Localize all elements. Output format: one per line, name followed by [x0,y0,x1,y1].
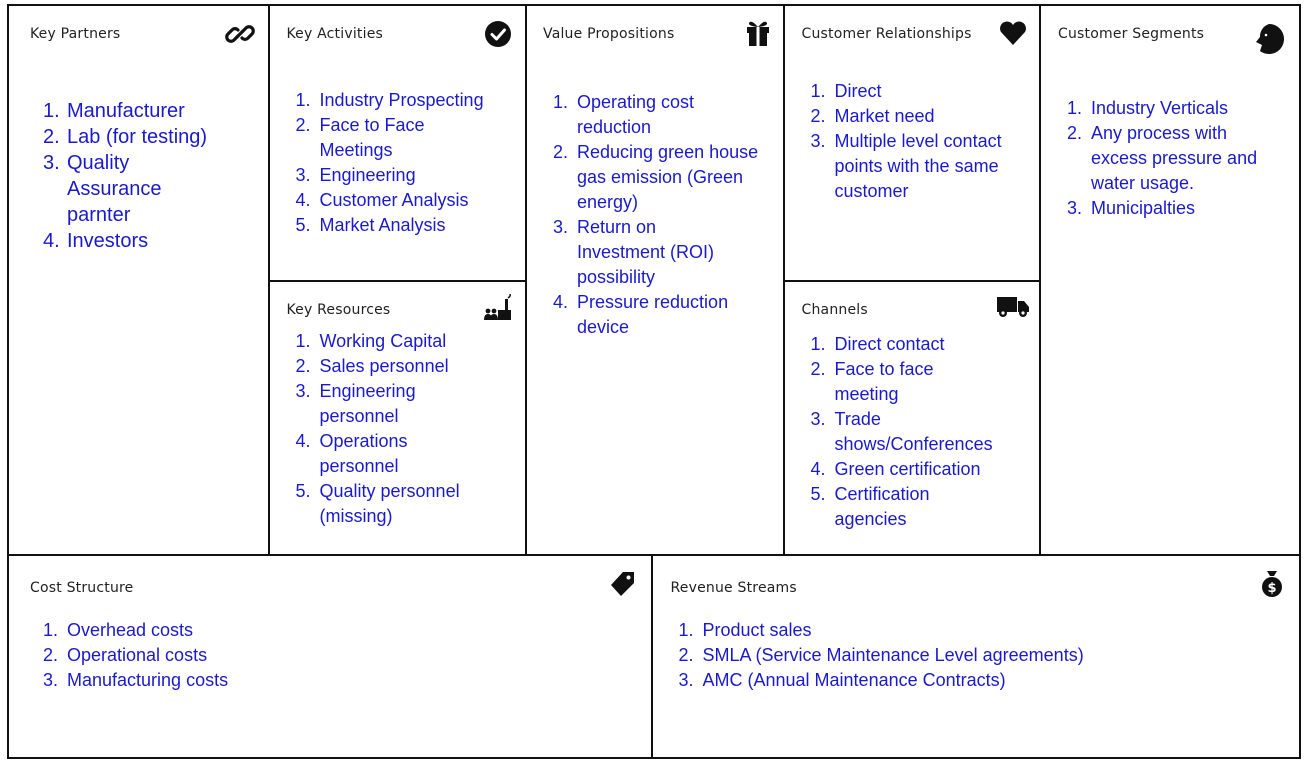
item-number: 1. [43,100,60,122]
list-item [296,163,521,188]
list-item [553,140,778,215]
list-item [296,88,521,113]
item-text: Operations personnel [319,430,408,476]
list-item [553,215,778,290]
item-number: 3. [1067,198,1083,218]
item-text: Product sales [702,619,812,640]
item-number: 5. [295,215,311,235]
customer-relationships-title: Customer Relationships [801,26,972,42]
item-number: 1. [553,92,569,112]
list-item [1067,96,1292,121]
item-number: 3. [43,152,60,174]
factory-workers-icon [483,294,513,324]
item-text: Sales personnel [319,355,449,376]
gift-icon [743,18,773,48]
customer-relationships-block [783,4,1042,282]
list-item [296,329,521,354]
item-number: 3. [810,408,826,429]
list-item [811,357,1036,407]
item-number: 3. [295,380,311,401]
list-item [811,457,1036,482]
list-item [679,618,1239,643]
truck-icon [996,290,1030,320]
item-number: 3. [678,669,694,690]
price-tag-icon [607,569,637,599]
list-item [1067,121,1292,196]
item-text: Industry Verticals [1091,98,1229,118]
customer-segments-title: Customer Segments [1058,26,1205,42]
revenue-streams-block [651,554,1302,760]
item-text: Operating cost reduction [577,92,695,137]
item-text: SMLA (Service Maintenance Level agreements) [702,644,1084,665]
key-partners-block [7,4,270,556]
link-icon [225,19,255,49]
item-text: Direct [834,81,882,101]
customer-relationships-list [811,79,1036,204]
item-text: Face to face meeting [834,358,934,404]
revenue-streams-title: Revenue Streams [670,579,797,596]
item-text: Any process with excess pressure and water usage. [1091,123,1258,193]
item-number: 3. [43,669,59,690]
item-number: 3. [810,131,826,151]
item-number: 2. [678,644,694,665]
list-item [43,618,543,643]
list-item [1067,196,1292,221]
item-text: AMC (Annual Maintenance Contracts) [702,669,1006,690]
item-text: Engineering [319,165,416,185]
key-resources-block [268,280,528,557]
list-item [43,643,543,668]
item-number: 2. [553,142,569,162]
item-text: Manufacturing costs [67,669,229,690]
business-model-canvas [7,4,1301,759]
item-text: Customer Analysis [319,190,469,210]
list-item [43,98,243,124]
item-text: Direct contact [834,333,945,354]
value-propositions-title: Value Propositions [543,26,675,42]
item-number: 3. [553,217,569,237]
item-number: 1. [810,333,826,354]
item-number: 2. [43,126,60,148]
item-number: 5. [295,480,311,501]
item-number: 1. [810,81,826,101]
key-partners-title: Key Partners [30,26,121,42]
item-text: Engineering personnel [319,380,416,426]
list-item [811,332,1036,357]
item-number: 3. [295,165,311,185]
item-number: 5. [810,483,826,504]
item-number: 1. [43,619,59,640]
channels-list [811,332,1036,532]
item-number: 1. [1067,98,1083,118]
checkmark-icon [483,19,513,49]
item-text: Reducing green house gas emission (Green energy) [577,142,759,212]
item-number: 2. [810,358,826,379]
list-item [296,429,521,479]
key-activities-title: Key Activities [286,26,384,42]
customer-segments-list [1067,96,1292,221]
list-item [296,113,521,163]
item-text: Investors [67,230,149,252]
item-text: Quality personnel (missing) [319,480,460,526]
list-item [296,379,521,429]
list-item [553,290,778,340]
key-resources-title: Key Resources [286,301,391,318]
item-number: 2. [295,355,311,376]
person-head-icon [1252,22,1286,56]
list-item [811,482,1036,532]
item-text: Certification agencies [834,483,930,529]
list-item [811,129,1036,204]
item-text: Industry Prospecting [319,90,484,110]
money-bag-icon [1257,568,1287,598]
customer-segments-block [1039,4,1301,556]
item-text: Municipalties [1091,198,1196,218]
item-number: 2. [1067,123,1083,143]
list-item [811,104,1036,129]
key-activities-list [296,88,521,238]
item-text: Quality Assurance parnter [67,152,162,226]
item-number: 1. [678,619,694,640]
list-item [679,668,1239,693]
item-text: Market need [834,106,935,126]
list-item [811,407,1036,457]
item-text: Pressure reduction device [577,292,729,337]
cost-structure-list [43,618,543,693]
list-item [43,228,243,254]
item-number: 2. [295,115,311,135]
value-propositions-block [525,4,785,556]
list-item [679,643,1239,668]
item-text: Face to Face Meetings [319,115,425,160]
item-number: 4. [553,292,569,312]
item-text: Working Capital [319,330,447,351]
cost-structure-title: Cost Structure [30,579,134,596]
list-item [43,150,243,228]
key-resources-list [296,329,521,529]
list-item [296,479,521,529]
item-text: Overhead costs [67,619,194,640]
item-text: Operational costs [67,644,208,665]
list-item [43,124,243,150]
cost-structure-block [7,554,653,760]
item-text: Market Analysis [319,215,446,235]
key-partners-list [43,98,243,254]
item-text: Manufacturer [67,100,185,122]
item-number: 1. [295,90,311,110]
item-number: 4. [295,190,311,210]
channels-block [783,280,1042,557]
list-item [296,354,521,379]
list-item [553,90,778,140]
value-propositions-list [553,90,778,340]
item-number: 2. [810,106,826,126]
list-item [296,188,521,213]
item-number: 4. [810,458,826,479]
svg-text:$: $ [1267,580,1277,596]
list-item [811,79,1036,104]
item-number: 1. [295,330,311,351]
list-item [43,668,543,693]
item-number: 4. [295,430,311,451]
heart-icon [998,18,1028,48]
key-activities-block [268,4,528,282]
channels-title: Channels [801,301,868,318]
revenue-streams-list [679,618,1239,693]
item-text: Trade shows/Conferences [834,408,993,454]
list-item [296,213,521,238]
item-number: 4. [43,230,60,252]
item-text: Green certification [834,458,981,479]
item-text: Return on Investment (ROI) possibility [577,217,715,287]
item-text: Lab (for testing) [67,126,208,148]
item-number: 2. [43,644,59,665]
item-text: Multiple level contact points with the same customer [834,131,1002,201]
